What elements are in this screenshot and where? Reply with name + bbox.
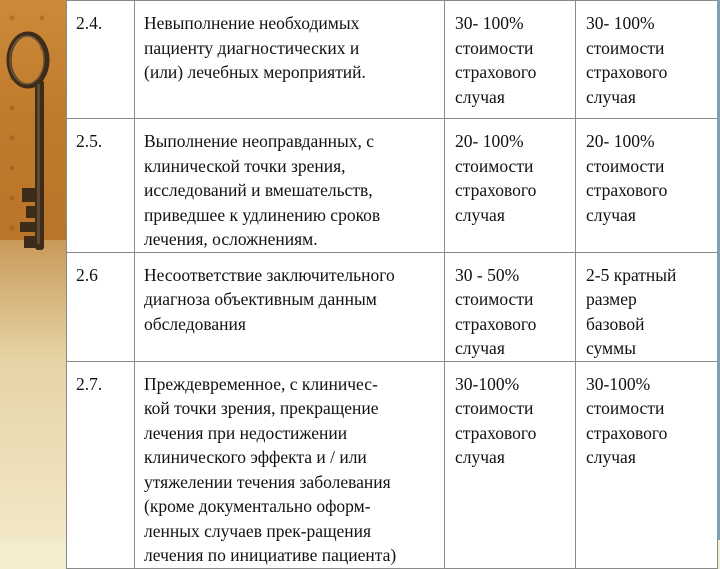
row-value-1-cell: 20- 100% стоимости страхового случая [445, 119, 576, 253]
row-value-1-cell: 30 - 50% стоимости страхового случая [445, 252, 576, 361]
criteria-table-container [66, 0, 717, 565]
table-row [67, 361, 718, 568]
row-value-2-cell: 2-5 кратный размер базовой суммы [576, 252, 718, 361]
criteria-table [66, 0, 718, 569]
row-number-cell: 2.7. [67, 361, 135, 568]
row-description-cell: Невыполнение необходимых пациенту диагностических и (или) лечебных мероприятий. [135, 1, 445, 119]
row-description-cell: Выполнение неоправданных, с клинической точки зрения, исследований и вмешательств, приведшее к удлинению сроков лечения, осложнениям. [135, 119, 445, 253]
old-iron-key-icon [0, 0, 66, 270]
row-value-1-cell: 30-100% стоимости страхового случая [445, 361, 576, 568]
row-value-2-cell: 30-100% стоимости страхового случая [576, 361, 718, 568]
table-row [67, 1, 718, 119]
row-value-2-cell: 20- 100% стоимости страхового случая [576, 119, 718, 253]
row-number-cell: 2.4. [67, 1, 135, 119]
table-row [67, 119, 718, 253]
table-row [67, 252, 718, 361]
row-value-1-cell: 30- 100% стоимости страхового случая [445, 1, 576, 119]
row-number-cell: 2.6 [67, 252, 135, 361]
row-description-cell: Преждевременное, с клиничес- кой точки зрения, прекращение лечения при недостижении клинического эффекта и / или утяжелении течения заболевания (кроме документально оформ- ленных случаев прек-ращения лечения по инициативе пациента) [135, 361, 445, 568]
row-number-cell: 2.5. [67, 119, 135, 253]
row-value-2-cell: 30- 100% стоимости страхового случая [576, 1, 718, 119]
sand-fade-gradient [0, 240, 66, 540]
row-description-cell: Несоответствие заключительного диагноза объективным данным обследования [135, 252, 445, 361]
